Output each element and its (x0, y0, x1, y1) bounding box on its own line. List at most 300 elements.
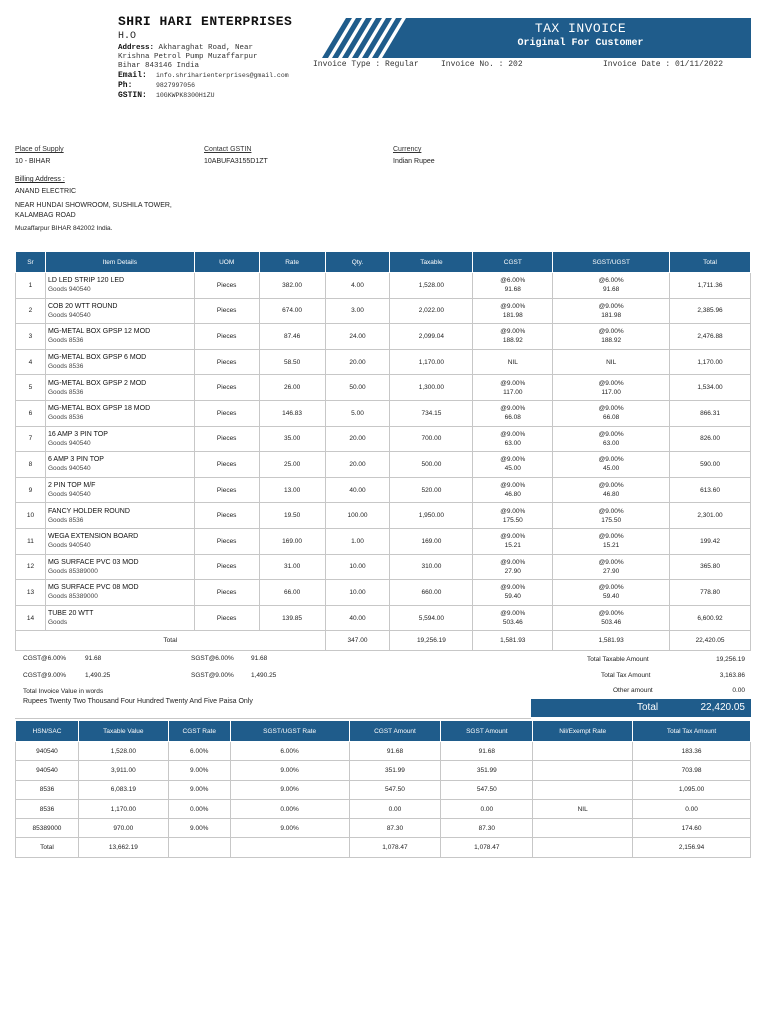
company-email-row (118, 71, 318, 81)
item-taxable: 169.00 (390, 528, 473, 554)
item-hsn: Goods (47, 619, 68, 627)
hsn-cgst-rate: 0.00% (168, 799, 230, 818)
words-label: Total Invoice Value in words (23, 688, 104, 695)
hsn-sgst-rate: 6.00% (230, 742, 349, 761)
billing-name: ANAND ELECTRIC (15, 188, 77, 195)
hsn-nil-exempt (533, 761, 633, 780)
sgst-rate: @9.00% (598, 558, 624, 566)
gstin-label: GSTIN: (118, 91, 147, 100)
hsn-total-label: Total (16, 838, 79, 857)
item-total: 866.31 (670, 400, 751, 426)
cgst-rate: @9.00% (500, 379, 526, 387)
item-cgst (473, 528, 553, 554)
company-branch: H.O (118, 31, 137, 42)
item-taxable: 2,099.04 (390, 324, 473, 350)
table-row (16, 375, 751, 401)
hsn-row (16, 742, 751, 761)
hsn-row (16, 819, 751, 838)
item-sr: 6 (16, 400, 46, 426)
item-name: MG-METAL BOX GPSP 18 MOD (47, 405, 151, 413)
sgst-amount: 188.92 (601, 337, 622, 345)
item-rate: 35.00 (259, 426, 325, 452)
billing-line3: Muzaffarpur BIHAR 842002 India. (15, 225, 113, 232)
col-taxable: Taxable (390, 252, 473, 273)
total-taxable-label: Total Taxable Amount (587, 656, 649, 663)
items-total-taxable: 19,256.19 (390, 631, 473, 651)
item-total: 1,711.36 (670, 273, 751, 299)
hsn-code: 940540 (16, 761, 79, 780)
cgst-rate: @9.00% (500, 558, 526, 566)
item-name: 6 AMP 3 PIN TOP (47, 456, 104, 464)
col-rate: Rate (259, 252, 325, 273)
item-uom: Pieces (194, 298, 259, 324)
item-name: MG-METAL BOX GPSP 12 MOD (47, 328, 151, 336)
hsn-total-row (16, 838, 751, 857)
hsn-row (16, 761, 751, 780)
hsn-sgst-rate: 0.00% (230, 799, 349, 818)
item-cgst (473, 452, 553, 478)
sgst-amount: 27.90 (603, 567, 620, 575)
item-name: LD LED STRIP 120 LED (47, 277, 125, 285)
item-taxable: 2,022.00 (390, 298, 473, 324)
cgst-rate: @9.00% (500, 584, 526, 592)
item-hsn: Goods 940540 (47, 439, 91, 447)
item-uom: Pieces (194, 503, 259, 529)
item-qty: 40.00 (325, 605, 390, 631)
item-total: 613.60 (670, 477, 751, 503)
item-sr: 3 (16, 324, 46, 350)
item-details (45, 400, 194, 426)
item-hsn: Goods 8536 (47, 516, 84, 524)
items-total-total: 22,420.05 (670, 631, 751, 651)
item-qty: 100.00 (325, 503, 390, 529)
hsn-sgst-amount: 351.99 (441, 761, 533, 780)
cgst-rate: @9.00% (500, 482, 526, 490)
invoice-subtitle: Original For Customer (517, 38, 644, 49)
cgst-rate: @9.00% (500, 405, 526, 413)
item-sr: 5 (16, 375, 46, 401)
item-cgst (473, 298, 553, 324)
hsn-total-tax: 703.98 (633, 761, 751, 780)
item-rate: 87.46 (259, 324, 325, 350)
item-rate: 382.00 (259, 273, 325, 299)
item-details (45, 528, 194, 554)
item-details (45, 477, 194, 503)
hsn-cgst-rate: 6.00% (168, 742, 230, 761)
item-sgst (553, 349, 670, 375)
col-cgst-amount: CGST Amount (349, 721, 441, 742)
sgst-rate: @9.00% (598, 610, 624, 618)
col-nil-exempt: Nil/Exempt Rate (533, 721, 633, 742)
hsn-cgst-amount: 351.99 (349, 761, 441, 780)
item-cgst (473, 273, 553, 299)
item-qty: 4.00 (325, 273, 390, 299)
item-sgst (553, 452, 670, 478)
item-uom: Pieces (194, 273, 259, 299)
cgst-rate: @6.00% (500, 277, 526, 285)
hsn-summary-table (15, 720, 751, 858)
hsn-sgst-amount: 87.30 (441, 819, 533, 838)
item-uom: Pieces (194, 324, 259, 350)
cgst6-label: CGST@6.00% (23, 655, 67, 662)
item-uom: Pieces (194, 477, 259, 503)
col-hsn-sac: HSN/SAC (16, 721, 79, 742)
tax-invoice-banner (410, 18, 751, 58)
sgst-amount: 45.00 (603, 465, 620, 473)
item-details (45, 298, 194, 324)
item-hsn: Goods 940540 (47, 491, 91, 499)
invoice-date: Invoice Date : 01/11/2022 (603, 60, 724, 69)
hsn-cgst-amount: 547.50 (349, 780, 441, 799)
cgst-amount: 91.68 (504, 286, 521, 294)
item-details (45, 273, 194, 299)
table-row (16, 477, 751, 503)
table-row (16, 580, 751, 606)
hsn-sgst-amount: 547.50 (441, 780, 533, 799)
item-qty: 20.00 (325, 426, 390, 452)
total-taxable-value: 19,256.19 (716, 656, 745, 663)
cgst-amount: 59.40 (504, 593, 521, 601)
item-uom: Pieces (194, 528, 259, 554)
item-details (45, 349, 194, 375)
item-sgst (553, 298, 670, 324)
cgst-amount: 181.98 (502, 311, 523, 319)
item-hsn: Goods 8536 (47, 388, 84, 396)
col-sgst-rate: SGST/UGST Rate (230, 721, 349, 742)
item-sgst (553, 554, 670, 580)
item-sr: 4 (16, 349, 46, 375)
grand-total-bar (531, 699, 751, 717)
item-total: 826.00 (670, 426, 751, 452)
item-cgst (473, 605, 553, 631)
item-taxable: 1,170.00 (390, 349, 473, 375)
item-uom: Pieces (194, 452, 259, 478)
sgst-amount: 181.98 (601, 311, 622, 319)
hsn-taxable: 3,911.00 (78, 761, 168, 780)
item-rate: 31.00 (259, 554, 325, 580)
hsn-total-cgst: 1,078.47 (349, 838, 441, 857)
col-cgst: CGST (473, 252, 553, 273)
items-total-qty: 347.00 (325, 631, 390, 651)
item-hsn: Goods 940540 (47, 542, 91, 550)
cgst-rate: @9.00% (500, 430, 526, 438)
item-sgst (553, 528, 670, 554)
sgst-amount: 59.40 (603, 593, 620, 601)
item-sgst (553, 400, 670, 426)
item-uom: Pieces (194, 426, 259, 452)
hsn-total-tax: 1,095.00 (633, 780, 751, 799)
item-sr: 12 (16, 554, 46, 580)
table-row (16, 426, 751, 452)
cgst-amount: 45.00 (504, 465, 521, 473)
hsn-header-row (16, 721, 751, 742)
company-gstin-row (118, 91, 318, 101)
item-sr: 7 (16, 426, 46, 452)
item-hsn: Goods 940540 (47, 286, 91, 294)
item-details (45, 580, 194, 606)
item-hsn: Goods 8536 (47, 363, 84, 371)
company-phone: 9827997056 (156, 82, 196, 89)
item-sr: 14 (16, 605, 46, 631)
total-tax-label: Total Tax Amount (601, 672, 651, 679)
item-sgst (553, 580, 670, 606)
col-total: Total (670, 252, 751, 273)
item-uom: Pieces (194, 580, 259, 606)
item-rate: 25.00 (259, 452, 325, 478)
company-gstin: 10GKWPK8300H1ZU (156, 92, 215, 99)
cgst-amount: 503.46 (502, 619, 523, 627)
item-total: 778.80 (670, 580, 751, 606)
cgst9-label: CGST@9.00% (23, 672, 67, 679)
company-email: info.shriharienterprises@gmail.com (156, 72, 289, 79)
col-sr: Sr (16, 252, 46, 273)
hsn-sgst-rate: 9.00% (230, 780, 349, 799)
cgst-amount: 175.50 (502, 516, 523, 524)
address-label: Address: (118, 44, 155, 52)
hsn-cgst-amount: 91.68 (349, 742, 441, 761)
item-uom: Pieces (194, 605, 259, 631)
hsn-taxable: 970.00 (78, 819, 168, 838)
hsn-row (16, 780, 751, 799)
col-cgst-rate: CGST Rate (168, 721, 230, 742)
item-sgst (553, 375, 670, 401)
item-taxable: 1,950.00 (390, 503, 473, 529)
col-uom: UOM (194, 252, 259, 273)
billing-line2: KALAMBAG ROAD (15, 212, 76, 219)
item-name: MG-METAL BOX GPSP 2 MOD (47, 379, 147, 387)
contact-gstin-label: Contact GSTIN (204, 146, 252, 153)
col-taxable-value: Taxable Value (78, 721, 168, 742)
sgst-rate: @9.00% (598, 328, 624, 336)
items-total-label: Total (16, 631, 326, 651)
sgst-amount: 46.80 (603, 491, 620, 499)
item-cgst (473, 426, 553, 452)
item-uom: Pieces (194, 375, 259, 401)
sgst-amount: 15.21 (603, 542, 620, 550)
item-taxable: 700.00 (390, 426, 473, 452)
col-qty: Qty. (325, 252, 390, 273)
item-sgst (553, 273, 670, 299)
item-cgst (473, 580, 553, 606)
item-qty: 24.00 (325, 324, 390, 350)
item-rate: 139.85 (259, 605, 325, 631)
cgst-amount: 188.92 (502, 337, 523, 345)
hsn-total-tax: 2,156.94 (633, 838, 751, 857)
hsn-row (16, 799, 751, 818)
item-rate: 58.50 (259, 349, 325, 375)
item-qty: 20.00 (325, 349, 390, 375)
item-rate: 674.00 (259, 298, 325, 324)
item-sr: 8 (16, 452, 46, 478)
item-details (45, 605, 194, 631)
items-total-cgst: 1,581.93 (473, 631, 553, 651)
hsn-taxable: 1,528.00 (78, 742, 168, 761)
item-name: COB 20 WTT ROUND (47, 302, 118, 310)
cgst-rate: @9.00% (500, 456, 526, 464)
sgst9-value: 1,490.25 (251, 672, 277, 679)
item-qty: 10.00 (325, 554, 390, 580)
item-qty: 40.00 (325, 477, 390, 503)
hsn-taxable: 6,083.19 (78, 780, 168, 799)
hsn-nil-exempt (533, 780, 633, 799)
invoice-number: Invoice No. : 202 (441, 60, 523, 69)
place-of-supply-label: Place of Supply (15, 146, 64, 153)
item-taxable: 520.00 (390, 477, 473, 503)
item-cgst (473, 324, 553, 350)
hsn-cgst-rate: 9.00% (168, 780, 230, 799)
col-sgst: SGST/UGST (553, 252, 670, 273)
cgst6-value: 91.68 (85, 655, 102, 662)
hsn-total-tax: 183.36 (633, 742, 751, 761)
header-stripes-decoration (322, 18, 410, 58)
hsn-nil-exempt (533, 819, 633, 838)
item-rate: 13.00 (259, 477, 325, 503)
email-label: Email: (118, 71, 147, 80)
company-address-1 (118, 44, 318, 53)
currency-value: Indian Rupee (393, 158, 435, 165)
hsn-total-sgst-rate (230, 838, 349, 857)
address-line1: Akharaghat Road, Near (158, 44, 254, 52)
invoice-title: TAX INVOICE (534, 21, 627, 36)
cgst-rate: @9.00% (500, 610, 526, 618)
item-total: 2,385.96 (670, 298, 751, 324)
item-taxable: 734.15 (390, 400, 473, 426)
item-total: 2,476.88 (670, 324, 751, 350)
sgst-amount: 63.00 (603, 439, 620, 447)
item-rate: 169.00 (259, 528, 325, 554)
item-hsn: Goods 85389000 (47, 567, 98, 575)
sgst-rate: @9.00% (598, 507, 624, 515)
hsn-cgst-amount: 0.00 (349, 799, 441, 818)
item-hsn: Goods 85389000 (47, 593, 98, 601)
item-taxable: 1,528.00 (390, 273, 473, 299)
company-phone-row (118, 81, 318, 91)
item-sgst (553, 605, 670, 631)
item-name: MG-METAL BOX GPSP 6 MOD (47, 354, 147, 362)
item-name: MG SURFACE PVC 03 MOD (47, 558, 139, 566)
items-table (15, 251, 751, 651)
hsn-nil-exempt: NIL (533, 799, 633, 818)
item-name: 16 AMP 3 PIN TOP (47, 430, 108, 438)
table-row (16, 324, 751, 350)
item-uom: Pieces (194, 400, 259, 426)
item-rate: 19.50 (259, 503, 325, 529)
sgst6-label: SGST@6.00% (191, 655, 234, 662)
sgst-rate: @9.00% (598, 456, 624, 464)
grand-total-label: Total (637, 702, 659, 713)
sgst-rate: @9.00% (598, 584, 624, 592)
hsn-total-tax: 0.00 (633, 799, 751, 818)
cgst-rate: NIL (507, 358, 518, 366)
item-qty: 1.00 (325, 528, 390, 554)
item-qty: 3.00 (325, 298, 390, 324)
hsn-sgst-amount: 91.68 (441, 742, 533, 761)
currency-label: Currency (393, 146, 422, 153)
col-total-tax: Total Tax Amount (633, 721, 751, 742)
item-sgst (553, 426, 670, 452)
item-total: 6,600.92 (670, 605, 751, 631)
item-rate: 26.00 (259, 375, 325, 401)
sgst9-label: SGST@9.00% (191, 672, 234, 679)
item-total: 1,170.00 (670, 349, 751, 375)
place-of-supply-value: 10 - BIHAR (15, 158, 51, 165)
col-sgst-amount: SGST Amount (441, 721, 533, 742)
hsn-cgst-amount: 87.30 (349, 819, 441, 838)
item-details (45, 452, 194, 478)
item-sr: 13 (16, 580, 46, 606)
table-row (16, 349, 751, 375)
table-row (16, 528, 751, 554)
item-sr: 2 (16, 298, 46, 324)
table-row (16, 452, 751, 478)
table-row (16, 605, 751, 631)
item-rate: 146.83 (259, 400, 325, 426)
item-cgst (473, 477, 553, 503)
cgst-amount: 117.00 (503, 388, 523, 396)
item-cgst (473, 554, 553, 580)
items-total-sgst: 1,581.93 (553, 631, 670, 651)
item-total: 365.80 (670, 554, 751, 580)
item-name: WEGA EXTENSION BOARD (47, 533, 139, 541)
hsn-sgst-amount: 0.00 (441, 799, 533, 818)
item-cgst (473, 375, 553, 401)
item-taxable: 500.00 (390, 452, 473, 478)
item-hsn: Goods 940540 (47, 465, 91, 473)
item-taxable: 1,300.00 (390, 375, 473, 401)
hsn-total-taxable: 13,662.19 (78, 838, 168, 857)
cgst-amount: 46.80 (504, 491, 521, 499)
other-amount-value: 0.00 (732, 687, 745, 694)
table-row (16, 554, 751, 580)
sgst-rate: @9.00% (598, 482, 624, 490)
sgst-amount: 117.00 (601, 388, 621, 396)
item-details (45, 375, 194, 401)
table-row (16, 503, 751, 529)
item-name: MG SURFACE PVC 08 MOD (47, 584, 139, 592)
words-value: Rupees Twenty Two Thousand Four Hundred Twenty And Five Paisa Only (23, 698, 253, 705)
hsn-cgst-rate: 9.00% (168, 761, 230, 780)
item-cgst (473, 400, 553, 426)
item-taxable: 310.00 (390, 554, 473, 580)
item-total: 590.00 (670, 452, 751, 478)
contact-gstin-value: 10ABUFA3155D1ZT (204, 158, 268, 165)
billing-line1: NEAR HUNDAI SHOWROOM, SUSHILA TOWER, (15, 202, 172, 209)
item-uom: Pieces (194, 349, 259, 375)
company-name: SHRI HARI ENTERPRISES (118, 14, 293, 29)
sgst-rate: @9.00% (598, 379, 624, 387)
sgst-amount: 175.50 (601, 516, 622, 524)
hsn-code: 940540 (16, 742, 79, 761)
hsn-total-nil (533, 838, 633, 857)
cgst-rate: @9.00% (500, 507, 526, 515)
hsn-total-tax: 174.60 (633, 819, 751, 838)
item-qty: 5.00 (325, 400, 390, 426)
sgst-rate: @9.00% (598, 302, 624, 310)
hsn-cgst-rate: 9.00% (168, 819, 230, 838)
cgst-rate: @9.00% (500, 302, 526, 310)
item-qty: 20.00 (325, 452, 390, 478)
item-sgst (553, 324, 670, 350)
total-tax-value: 3,163.86 (719, 672, 745, 679)
cgst9-value: 1,490.25 (85, 672, 111, 679)
sgst6-value: 91.68 (251, 655, 268, 662)
item-sr: 10 (16, 503, 46, 529)
item-total: 199.42 (670, 528, 751, 554)
tax-summary-left (15, 651, 531, 719)
grand-total-value: 22,420.05 (700, 702, 745, 713)
table-row (16, 400, 751, 426)
items-total-row (16, 631, 751, 651)
